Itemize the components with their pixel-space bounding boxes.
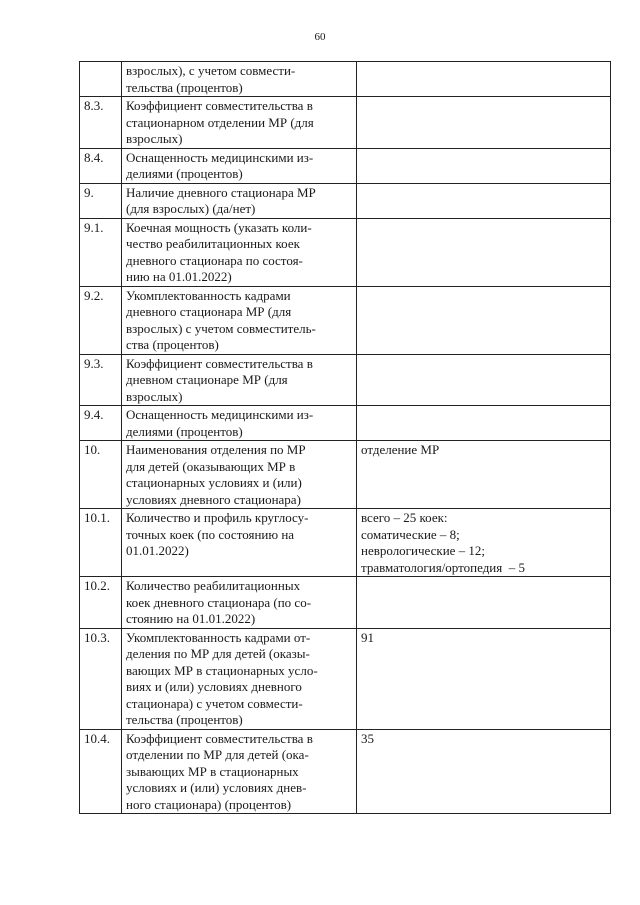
indicator-cell	[122, 729, 357, 814]
indicator-line: Укомплектованность кадрами от-	[126, 629, 311, 645]
table-row	[80, 148, 611, 183]
indicator-cell	[122, 218, 357, 286]
table-row	[80, 628, 611, 729]
value-cell	[357, 628, 611, 729]
indicator-line: взрослых)	[126, 131, 183, 146]
value-cell	[357, 577, 611, 629]
indicator-cell	[122, 183, 357, 218]
indicator-line: Количество и профиль круглосу-	[126, 510, 309, 525]
value-cell	[357, 62, 611, 97]
value-line: 35	[361, 730, 374, 746]
indicator-line: Оснащенность медицинскими из-	[126, 149, 314, 165]
table-body	[80, 62, 611, 814]
row-number: 9.2.	[80, 286, 122, 354]
indicator-line: виях и (или) условиях дневного	[126, 679, 302, 694]
value-cell	[357, 509, 611, 577]
value-cell	[357, 286, 611, 354]
table-row	[80, 441, 611, 509]
indicator-line: взрослых) с учетом совместитель-	[126, 320, 316, 336]
indicator-line: Оснащенность медицинскими из-	[126, 407, 314, 422]
table-row	[80, 286, 611, 354]
value-line: неврологические – 12;	[361, 543, 486, 558]
table-row	[80, 406, 611, 441]
indicator-line: тельства (процентов)	[126, 712, 243, 727]
indicator-line: условиях дневного стационара)	[126, 491, 301, 507]
value-cell	[357, 441, 611, 509]
indicator-cell	[122, 97, 357, 149]
value-cell	[357, 729, 611, 814]
indicator-line: дневном стационаре МР (для	[126, 372, 288, 387]
indicator-line: стационарном отделении МР (для	[126, 114, 314, 130]
table-row	[80, 97, 611, 149]
value-cell	[357, 97, 611, 149]
indicator-line: Коечная мощность (указать коли-	[126, 219, 312, 235]
indicator-line: для детей (оказывающих МР в	[126, 458, 296, 474]
indicator-line: дневного стационара МР (для	[126, 304, 292, 319]
indicator-line: делиями (процентов)	[126, 423, 243, 439]
indicator-line: коек дневного стационара (по со-	[126, 594, 312, 610]
indicator-line: Коэффициент совместительства в	[126, 98, 313, 113]
indicator-line: Укомплектованность кадрами	[126, 287, 291, 303]
indicator-line: стационарных условиях и (или)	[126, 475, 302, 490]
indicator-cell	[122, 62, 357, 97]
value-cell	[357, 406, 611, 441]
value-cell	[357, 148, 611, 183]
value-line: соматические – 8;	[361, 526, 460, 542]
row-number: 9.	[80, 183, 122, 218]
page-number: 60	[314, 31, 326, 43]
row-number: 9.3.	[80, 354, 122, 406]
value-cell	[357, 183, 611, 218]
indicator-line: условиях и (или) условиях днев-	[126, 780, 307, 795]
row-number: 9.1.	[80, 218, 122, 286]
indicator-cell	[122, 286, 357, 354]
indicator-line: стационара) с учетом совмести-	[126, 695, 303, 711]
value-cell	[357, 218, 611, 286]
row-number: 8.4.	[80, 148, 122, 183]
row-number: 10.3.	[80, 628, 122, 729]
row-number: 10.2.	[80, 577, 122, 629]
indicator-cell	[122, 509, 357, 577]
indicator-line: 01.01.2022)	[126, 543, 189, 558]
indicator-line: взрослых), с учетом совмести-	[126, 63, 296, 78]
indicator-line: Наличие дневного стационара МР	[126, 184, 316, 200]
indicator-line: ного стационара) (процентов)	[126, 796, 292, 812]
table-row	[80, 577, 611, 629]
table-row	[80, 354, 611, 406]
indicator-line: дневного стационара по состоя-	[126, 252, 303, 268]
indicator-line: взрослых)	[126, 388, 183, 404]
indicator-cell	[122, 577, 357, 629]
row-number: 10.4.	[80, 729, 122, 814]
value-line: травматология/ортопедия – 5	[361, 559, 525, 575]
value-line: 91	[361, 629, 374, 645]
indicator-line: деления по МР для детей (оказы-	[126, 646, 310, 661]
indicator-cell	[122, 406, 357, 441]
indicators-table	[79, 61, 611, 814]
table-row	[80, 218, 611, 286]
row-number: 10.	[80, 441, 122, 509]
indicator-cell	[122, 148, 357, 183]
indicator-line: Коэффициент совместительства в	[126, 355, 313, 371]
value-line: всего – 25 коек:	[361, 510, 448, 525]
row-number	[80, 62, 122, 97]
indicator-line: нию на 01.01.2022)	[126, 269, 232, 284]
row-number: 10.1.	[80, 509, 122, 577]
indicator-cell	[122, 441, 357, 509]
indicator-line: (для взрослых) (да/нет)	[126, 201, 256, 216]
value-line: отделение МР	[361, 442, 440, 457]
indicator-line: Количество реабилитационных	[126, 578, 301, 593]
indicator-line: делиями (процентов)	[126, 166, 243, 181]
indicator-line: отделении по МР для детей (ока-	[126, 747, 309, 762]
indicator-line: вающих МР в стационарных усло-	[126, 662, 318, 678]
indicator-line: Наименования отделения по МР	[126, 442, 306, 457]
row-number: 8.3.	[80, 97, 122, 149]
table-row	[80, 509, 611, 577]
indicator-line: ства (процентов)	[126, 337, 219, 352]
row-number: 9.4.	[80, 406, 122, 441]
value-cell	[357, 354, 611, 406]
indicator-line: зывающих МР в стационарных	[126, 763, 299, 779]
table-row	[80, 62, 611, 97]
indicator-cell	[122, 354, 357, 406]
indicator-line: точных коек (по состоянию на	[126, 526, 295, 542]
indicator-line: стоянию на 01.01.2022)	[126, 611, 256, 626]
indicator-line: тельства (процентов)	[126, 79, 243, 95]
indicator-cell	[122, 628, 357, 729]
indicator-line: чество реабилитационных коек	[126, 236, 300, 251]
table-row	[80, 183, 611, 218]
table-row	[80, 729, 611, 814]
indicator-line: Коэффициент совместительства в	[126, 730, 313, 746]
